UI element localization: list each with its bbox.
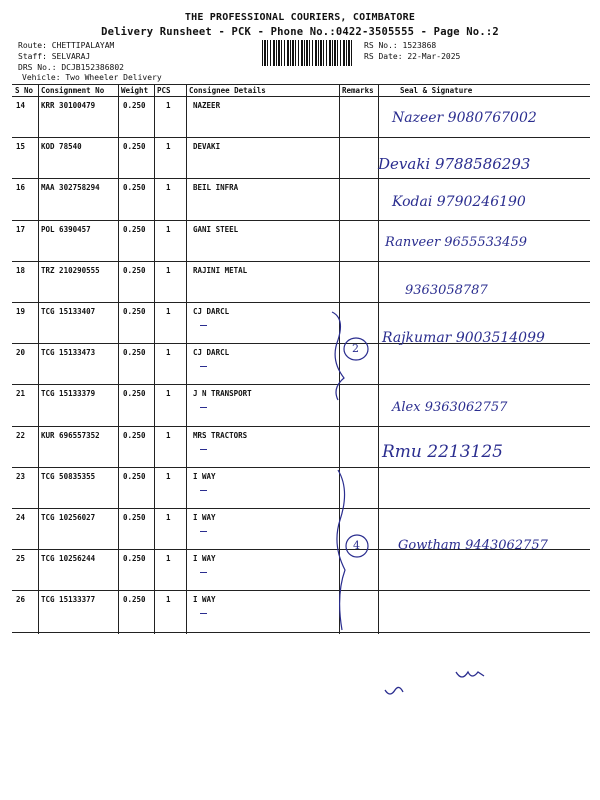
signature-rajini-metal: 9363058787 xyxy=(405,283,488,298)
cell-pcs: 1 xyxy=(166,554,171,564)
cell-sno: 15 xyxy=(16,142,26,152)
signature-mrs-tractors: Rmu 2213125 xyxy=(382,442,503,462)
cell-consignment-no: TCG 50835355 xyxy=(41,471,96,481)
cell-sno: 19 xyxy=(16,307,26,316)
cell-pcs: 1 xyxy=(166,430,171,440)
cell-consignment-no: TCG 10256027 xyxy=(41,513,96,522)
signature-devaki: Devaki 9788586293 xyxy=(378,155,531,173)
cell-sno: 23 xyxy=(16,471,26,481)
cell-pcs: 1 xyxy=(166,513,171,522)
cell-consignee: GANI STEEL xyxy=(193,224,239,234)
cell-weight: 0.250 xyxy=(123,430,146,440)
cell-sno: 24 xyxy=(16,513,26,522)
header-signature: Seal & Signature xyxy=(400,86,473,95)
signature-nazeer: Nazeer 9080767002 xyxy=(392,110,537,126)
cell-weight: 0.250 xyxy=(123,471,146,481)
cell-consignee: DEVAKI xyxy=(193,142,221,152)
cell-consignee: CJ DARCL xyxy=(193,307,230,316)
cell-weight: 0.250 xyxy=(123,224,146,234)
vehicle-label: Vehicle: Two Wheeler Delivery xyxy=(22,73,162,82)
cell-consignee: MRS TRACTORS xyxy=(193,430,248,440)
cell-weight: 0.250 xyxy=(123,348,146,358)
cell-sno: 26 xyxy=(16,595,26,605)
header-consignment: Consignment No xyxy=(41,86,105,95)
cell-consignment-no: KUR 696557352 xyxy=(41,430,100,440)
header-remarks: Remarks xyxy=(342,86,374,95)
cell-consignee: I WAY xyxy=(193,595,216,605)
cell-sno: 18 xyxy=(16,265,26,275)
cell-weight: 0.250 xyxy=(123,595,146,605)
cell-weight: 0.250 xyxy=(123,265,146,275)
cell-consignee: RAJINI METAL xyxy=(193,265,248,275)
cell-sno: 22 xyxy=(16,430,26,440)
signature-beil-infra: Kodai 9790246190 xyxy=(392,194,526,210)
header-consignee: Consignee Details xyxy=(189,86,266,95)
cell-consignee: I WAY xyxy=(193,513,216,522)
circle-annotation-4-label: 4 xyxy=(353,539,360,552)
header-sno: S No xyxy=(15,86,34,95)
cell-sno: 14 xyxy=(16,101,26,110)
cell-consignee: I WAY xyxy=(193,471,216,481)
cell-sno: 25 xyxy=(16,554,26,564)
cell-weight: 0.250 xyxy=(123,101,146,110)
company-title: THE PROFESSIONAL COURIERS, COIMBATORE xyxy=(184,12,416,23)
cell-consignee: J N TRANSPORT xyxy=(193,389,252,399)
cell-consignment-no: TCG 15133377 xyxy=(41,595,96,605)
cell-weight: 0.250 xyxy=(123,142,146,152)
cell-sno: 20 xyxy=(16,348,26,358)
drs-number: DRS No.: DCJB152386802 xyxy=(18,63,124,72)
cell-pcs: 1 xyxy=(166,595,171,605)
cell-consignment-no: TCG 15133473 xyxy=(41,348,96,358)
rs-date: RS Date: 22-Mar-2025 xyxy=(364,52,461,61)
cell-consignment-no: TCG 15133407 xyxy=(41,307,96,316)
signature-iway: Gowtham 9443062757 xyxy=(398,538,548,553)
cell-pcs: 1 xyxy=(166,101,171,110)
rs-number: RS No.: 1523868 xyxy=(364,41,437,50)
header-weight: Weight xyxy=(121,86,149,95)
runsheet-subtitle: Delivery Runsheet - PCK - Phone No.:0422-3505555 - Page No.:2 xyxy=(101,26,499,38)
cell-pcs: 1 xyxy=(166,471,171,481)
cell-weight: 0.250 xyxy=(123,307,146,316)
cell-consignee: NAZEER xyxy=(193,101,221,110)
cell-pcs: 1 xyxy=(166,307,171,316)
signature-jn-transport: Alex 9363062757 xyxy=(392,400,508,415)
cell-consignment-no: KOD 78540 xyxy=(41,142,82,152)
cell-sno: 16 xyxy=(16,183,26,193)
cell-consignee: BEIL INFRA xyxy=(193,183,239,193)
cell-consignment-no: TRZ 210290555 xyxy=(41,265,100,275)
cell-weight: 0.250 xyxy=(123,513,146,522)
cell-pcs: 1 xyxy=(166,265,171,275)
cell-weight: 0.250 xyxy=(123,183,146,193)
cell-sno: 21 xyxy=(16,389,26,399)
cell-consignee: I WAY xyxy=(193,554,216,564)
staff-label: Staff: SELVARAJ xyxy=(18,52,91,61)
cell-sno: 17 xyxy=(16,224,26,234)
cell-pcs: 1 xyxy=(166,142,171,152)
route-label: Route: CHETTIPALAYAM xyxy=(18,41,115,50)
signature-cj-darcl: Rajkumar 9003514099 xyxy=(382,330,545,346)
cell-consignment-no: TCG 10256244 xyxy=(41,554,96,564)
header-pcs: PCS xyxy=(157,86,171,95)
cell-consignment-no: KRR 30100479 xyxy=(41,101,96,110)
cell-weight: 0.250 xyxy=(123,389,146,399)
cell-pcs: 1 xyxy=(166,389,171,399)
cell-consignment-no: TCG 15133379 xyxy=(41,389,96,399)
circle-annotation-2-label: 2 xyxy=(352,342,359,355)
cell-weight: 0.250 xyxy=(123,554,146,564)
signature-gani-steel: Ranveer 9655533459 xyxy=(385,235,527,250)
cell-consignment-no: POL 6390457 xyxy=(41,224,91,234)
cell-pcs: 1 xyxy=(166,183,171,193)
cell-consignee: CJ DARCL xyxy=(193,348,230,358)
cell-pcs: 1 xyxy=(166,348,171,358)
cell-consignment-no: MAA 302758294 xyxy=(41,183,100,193)
cell-pcs: 1 xyxy=(166,224,171,234)
